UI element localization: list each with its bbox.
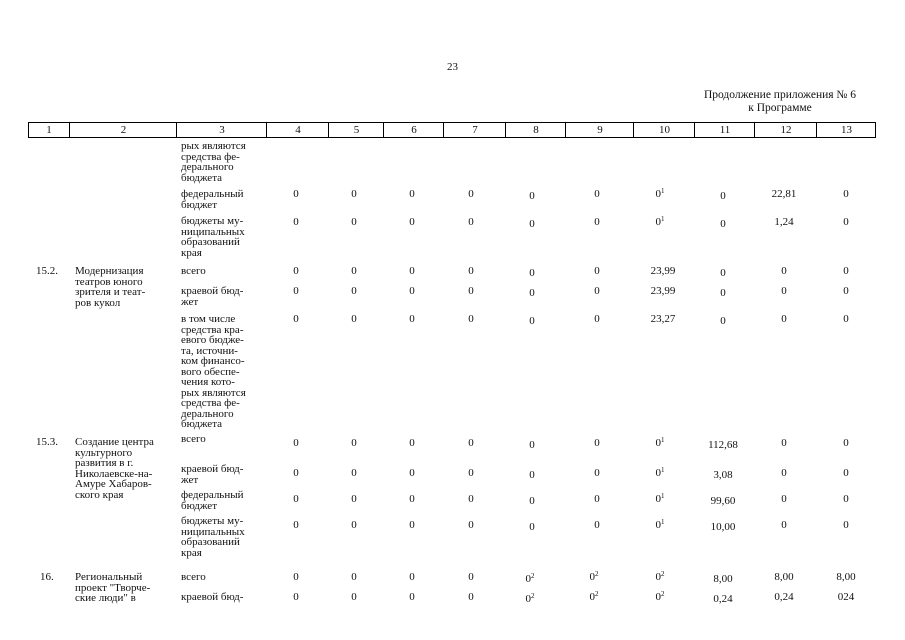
appendix-line-2: к Программе <box>748 102 812 114</box>
row-2-col3: бюджеты му- ниципальных образований края <box>181 215 245 259</box>
appendix-line-1: Продолжение приложения № 6 <box>703 89 857 101</box>
header-col-3: 3 <box>176 123 267 137</box>
header-col-10: 10 <box>633 123 695 137</box>
row-6-number: 15.3. <box>36 436 58 448</box>
header-col-11: 11 <box>694 123 755 137</box>
row-5-col3: в том числе средства кра- евого бюдже- та, источни- ком финансо- вого обеспе- чения кото- рых являются средства фе- дерального бюджета <box>181 313 246 430</box>
table-header-row <box>28 122 876 138</box>
row-11-col3: краевой бюд- <box>181 591 244 603</box>
row-9-col3: бюджеты му- ниципальных образований края <box>181 515 245 559</box>
row-7-col3: краевой бюд- жет <box>181 463 244 486</box>
appendix-caption <box>690 89 870 115</box>
row-10-number: 16. <box>40 571 54 583</box>
row-10-col2: Региональный проект "Творче- ские люди" в <box>75 571 151 604</box>
header-col-1: 1 <box>46 124 52 136</box>
row-6-col3: всего <box>181 433 206 445</box>
header-col-7: 7 <box>443 123 506 137</box>
row-3-number: 15.2. <box>36 265 58 277</box>
row-6-col2: Создание центра культурного развития в г. Николаевске-на- Амуре Хабаров- ского края <box>75 436 154 501</box>
row-3-col2: Модернизация театров юного зрителя и теат- ров кукол <box>75 265 146 309</box>
row-1-col3: федеральный бюджет <box>181 188 244 211</box>
page-number: 23 <box>447 61 458 73</box>
header-col-5: 5 <box>328 123 384 137</box>
row-8-col3: федеральный бюджет <box>181 489 244 512</box>
row-10-col3: всего <box>181 571 206 583</box>
header-col-2: 2 <box>69 123 177 137</box>
header-col-8: 8 <box>505 123 566 137</box>
header-col-12: 12 <box>754 123 817 137</box>
row-0-col3: рых являются средства фе- дерального бюджета <box>181 140 246 184</box>
header-col-13: 13 <box>816 123 876 137</box>
row-4-col3: краевой бюд- жет <box>181 285 244 308</box>
header-col-9: 9 <box>565 123 634 137</box>
header-col-4: 4 <box>266 123 329 137</box>
row-3-col3: всего <box>181 265 206 277</box>
header-col-6: 6 <box>383 123 444 137</box>
